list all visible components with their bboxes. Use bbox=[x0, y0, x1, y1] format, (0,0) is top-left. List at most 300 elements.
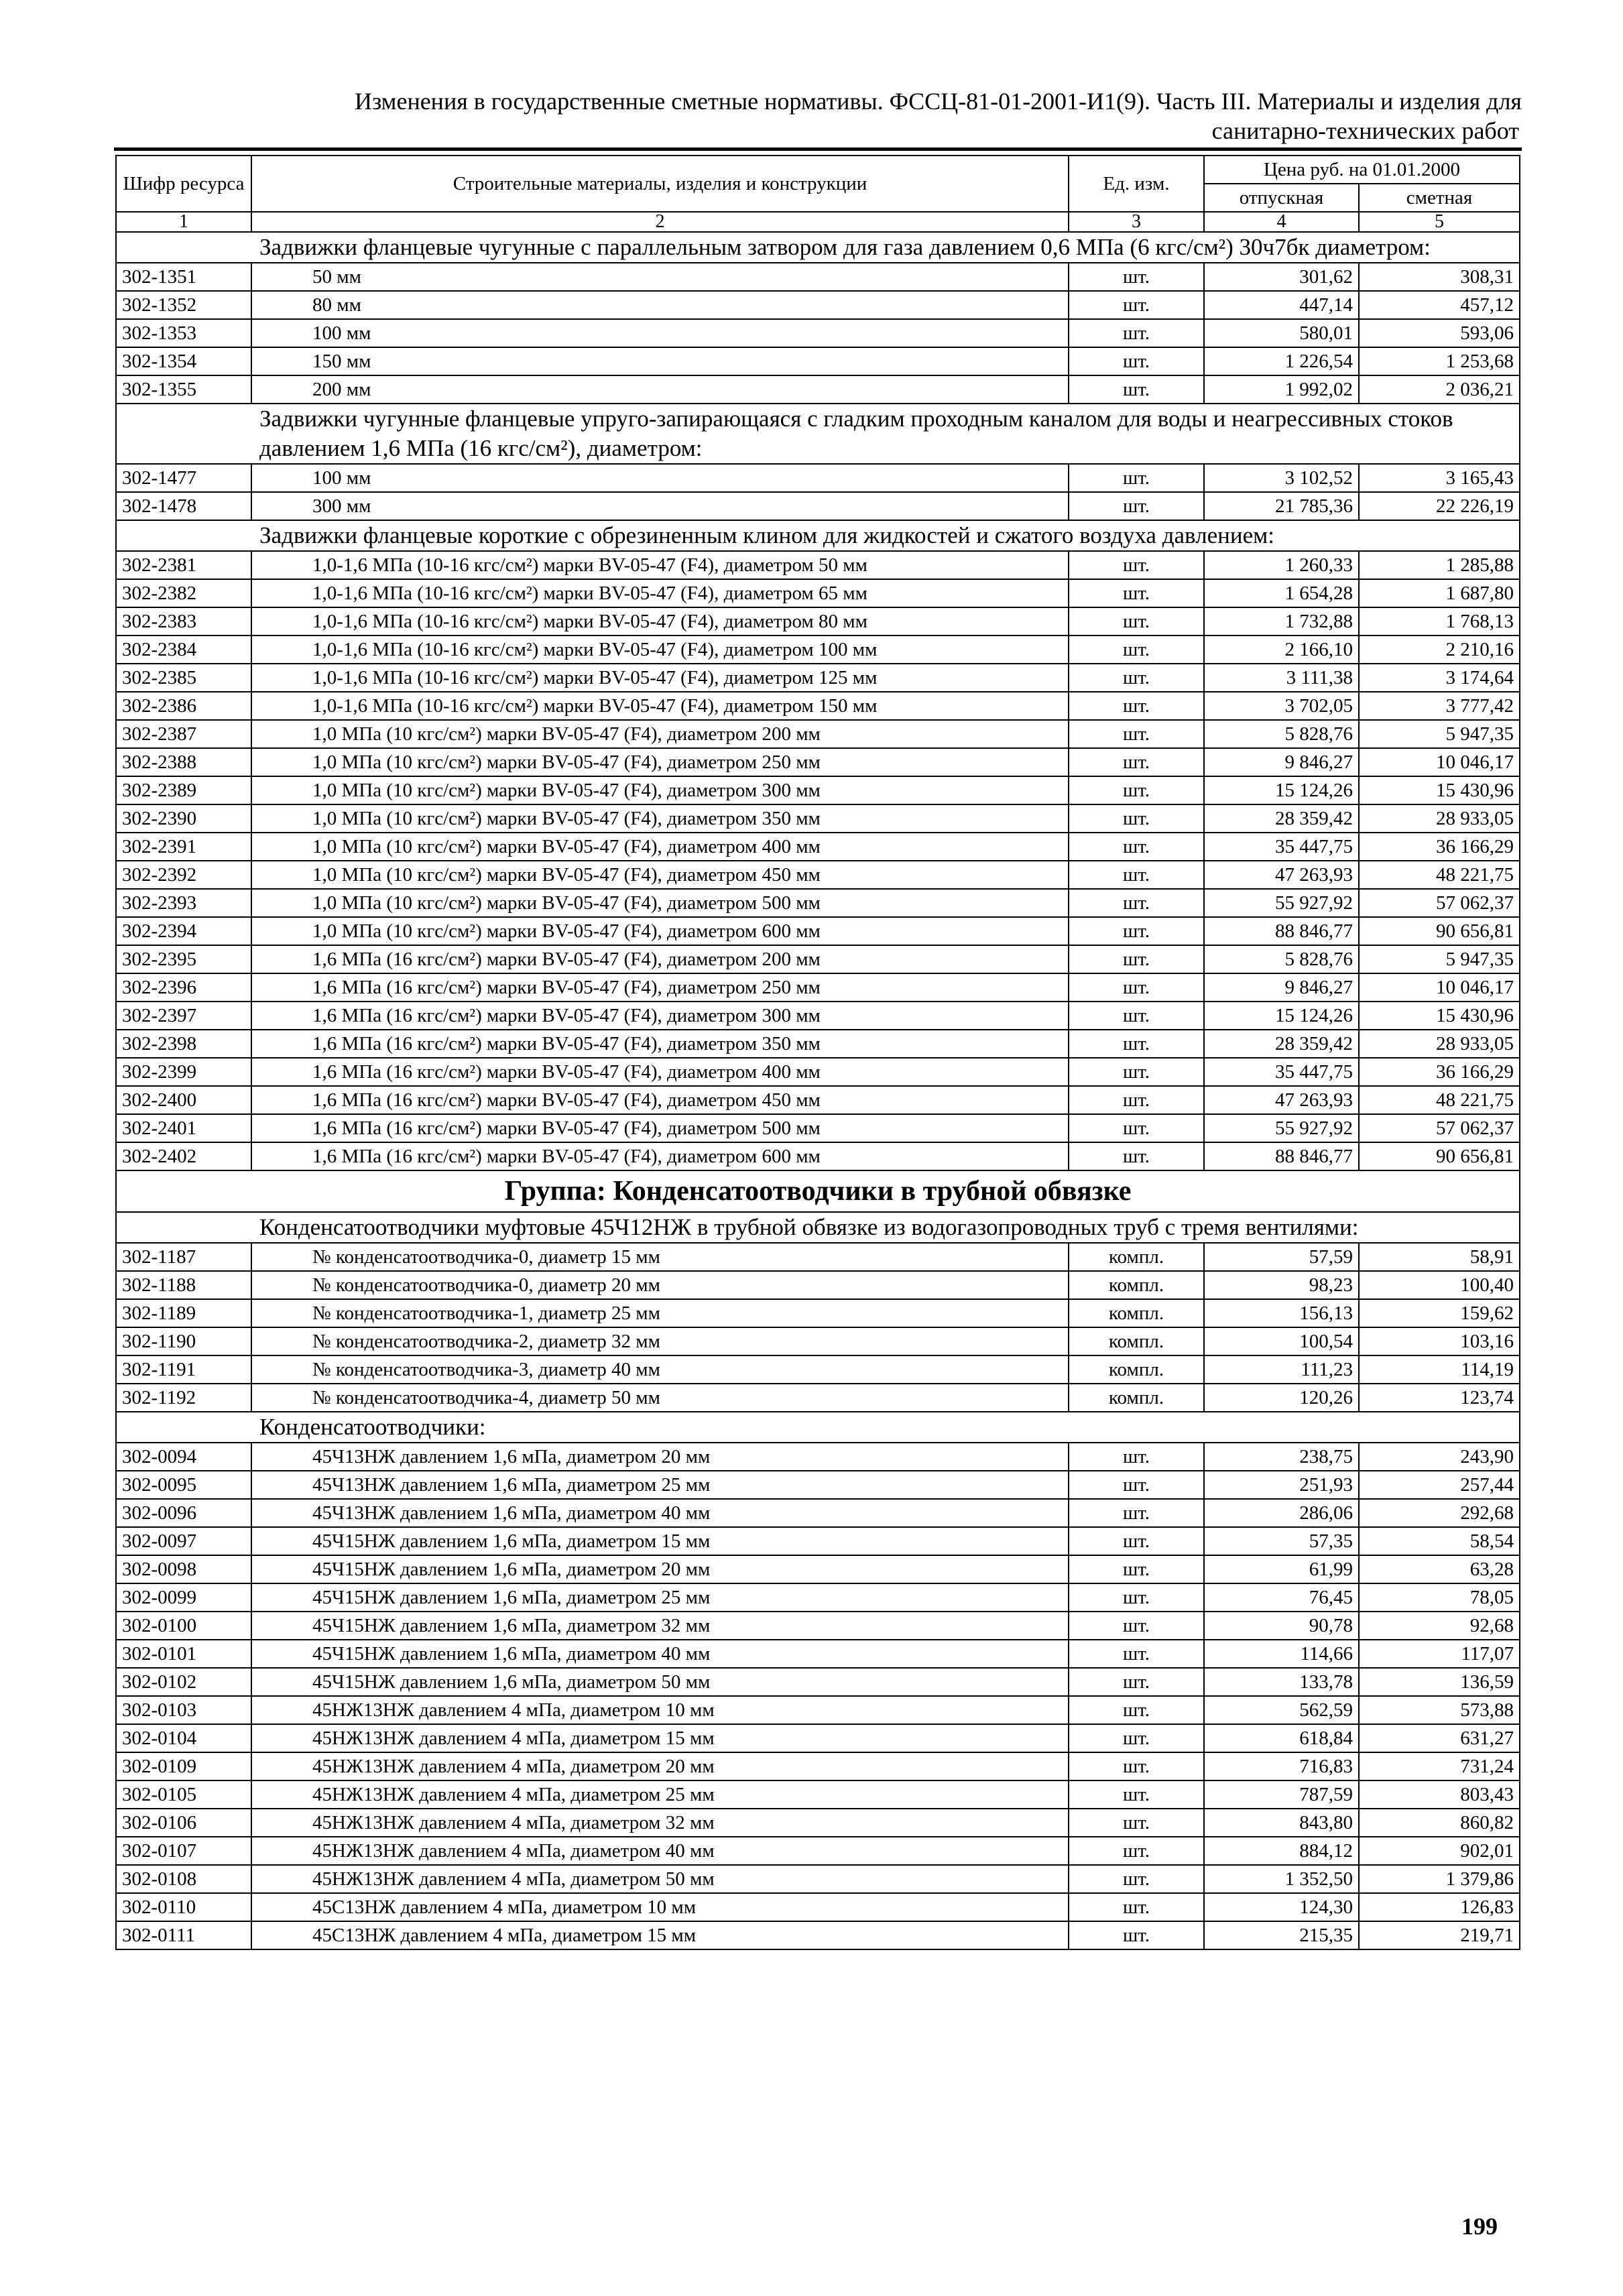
price-release: 124,30 bbox=[1204, 1893, 1359, 1921]
unit: компл. bbox=[1069, 1243, 1204, 1271]
price-release: 88 846,77 bbox=[1204, 917, 1359, 945]
material-name: 1,0-1,6 МПа (10-16 кгс/см²) марки BV-05-47 (F4), диаметром 80 мм bbox=[251, 607, 1069, 636]
table-row bbox=[116, 692, 1520, 720]
table-row bbox=[116, 319, 1520, 347]
unit: шт. bbox=[1069, 776, 1204, 804]
table-row bbox=[116, 833, 1520, 861]
table-row bbox=[116, 1780, 1520, 1809]
resource-code: 302-1187 bbox=[116, 1243, 251, 1271]
material-name: 45С13НЖ давлением 4 мПа, диаметром 15 мм bbox=[251, 1921, 1069, 1949]
price-estimate: 243,90 bbox=[1359, 1443, 1520, 1471]
unit: шт. bbox=[1069, 1724, 1204, 1752]
resource-code: 302-2390 bbox=[116, 804, 251, 833]
resource-code: 302-1355 bbox=[116, 375, 251, 404]
price-release: 61,99 bbox=[1204, 1555, 1359, 1583]
table-row bbox=[116, 1271, 1520, 1299]
price-estimate: 114,19 bbox=[1359, 1355, 1520, 1384]
price-estimate: 308,31 bbox=[1359, 263, 1520, 291]
unit: шт. bbox=[1069, 1443, 1204, 1471]
col-header-name: Строительные материалы, изделия и конструкции bbox=[251, 156, 1069, 212]
unit: шт. bbox=[1069, 1142, 1204, 1170]
unit: шт. bbox=[1069, 973, 1204, 1002]
empty-cell bbox=[116, 1212, 251, 1243]
section-heading: Конденсатоотводчики: bbox=[251, 1412, 1520, 1443]
table-row bbox=[116, 1893, 1520, 1921]
unit: шт. bbox=[1069, 1527, 1204, 1555]
col-header-price-release: отпускная bbox=[1204, 184, 1359, 212]
table-row bbox=[116, 889, 1520, 917]
table-row bbox=[116, 945, 1520, 973]
price-estimate: 1 687,80 bbox=[1359, 579, 1520, 607]
unit: компл. bbox=[1069, 1327, 1204, 1355]
material-name: 45Ч15НЖ давлением 1,6 мПа, диаметром 50 мм bbox=[251, 1668, 1069, 1696]
price-estimate: 78,05 bbox=[1359, 1583, 1520, 1612]
price-release: 120,26 bbox=[1204, 1384, 1359, 1412]
material-name: 1,6 МПа (16 кгс/см²) марки BV-05-47 (F4), диаметром 450 мм bbox=[251, 1086, 1069, 1114]
price-release: 100,54 bbox=[1204, 1327, 1359, 1355]
price-release: 3 702,05 bbox=[1204, 692, 1359, 720]
table-row bbox=[116, 1612, 1520, 1640]
resource-code: 302-2396 bbox=[116, 973, 251, 1002]
unit: шт. bbox=[1069, 1114, 1204, 1142]
price-release: 301,62 bbox=[1204, 263, 1359, 291]
price-release: 286,06 bbox=[1204, 1499, 1359, 1527]
price-estimate: 2 036,21 bbox=[1359, 375, 1520, 404]
section-heading-row bbox=[116, 404, 1520, 464]
price-release: 1 226,54 bbox=[1204, 347, 1359, 375]
price-estimate: 48 221,75 bbox=[1359, 861, 1520, 889]
material-name: 45НЖ13НЖ давлением 4 мПа, диаметром 40 мм bbox=[251, 1837, 1069, 1865]
material-name: 1,0-1,6 МПа (10-16 кгс/см²) марки BV-05-47 (F4), диаметром 50 мм bbox=[251, 551, 1069, 579]
resource-code: 302-2401 bbox=[116, 1114, 251, 1142]
resource-code: 302-2392 bbox=[116, 861, 251, 889]
price-release: 562,59 bbox=[1204, 1696, 1359, 1724]
price-estimate: 57 062,37 bbox=[1359, 889, 1520, 917]
table-row bbox=[116, 1355, 1520, 1384]
material-name: 1,6 МПа (16 кгс/см²) марки BV-05-47 (F4), диаметром 200 мм bbox=[251, 945, 1069, 973]
resource-code: 302-2387 bbox=[116, 720, 251, 748]
resource-code: 302-0097 bbox=[116, 1527, 251, 1555]
unit: шт. bbox=[1069, 1002, 1204, 1030]
price-release: 111,23 bbox=[1204, 1355, 1359, 1384]
unit: компл. bbox=[1069, 1299, 1204, 1327]
price-estimate: 58,54 bbox=[1359, 1527, 1520, 1555]
price-estimate: 902,01 bbox=[1359, 1837, 1520, 1865]
price-release: 9 846,27 bbox=[1204, 973, 1359, 1002]
material-name: 1,0-1,6 МПа (10-16 кгс/см²) марки BV-05-47 (F4), диаметром 150 мм bbox=[251, 692, 1069, 720]
price-release: 57,35 bbox=[1204, 1527, 1359, 1555]
unit: шт. bbox=[1069, 664, 1204, 692]
material-name: 1,0 МПа (10 кгс/см²) марки BV-05-47 (F4), диаметром 400 мм bbox=[251, 833, 1069, 861]
material-name: № конденсатоотводчика-1, диаметр 25 мм bbox=[251, 1299, 1069, 1327]
material-name: 45Ч15НЖ давлением 1,6 мПа, диаметром 25 мм bbox=[251, 1583, 1069, 1612]
table-row bbox=[116, 1327, 1520, 1355]
material-name: 1,0 МПа (10 кгс/см²) марки BV-05-47 (F4), диаметром 500 мм bbox=[251, 889, 1069, 917]
col-header-price: Цена руб. на 01.01.2000 bbox=[1204, 156, 1520, 184]
unit: шт. bbox=[1069, 1499, 1204, 1527]
material-name: 45Ч13НЖ давлением 1,6 мПа, диаметром 25 мм bbox=[251, 1471, 1069, 1499]
resource-code: 302-2399 bbox=[116, 1058, 251, 1086]
section-heading-row bbox=[116, 232, 1520, 263]
price-release: 1 732,88 bbox=[1204, 607, 1359, 636]
material-name: 1,6 МПа (16 кгс/см²) марки BV-05-47 (F4), диаметром 300 мм bbox=[251, 1002, 1069, 1030]
col-header-code: Шифр ресурса bbox=[116, 156, 251, 212]
price-estimate: 219,71 bbox=[1359, 1921, 1520, 1949]
price-release: 76,45 bbox=[1204, 1583, 1359, 1612]
price-release: 47 263,93 bbox=[1204, 861, 1359, 889]
resource-code: 302-0096 bbox=[116, 1499, 251, 1527]
table-row bbox=[116, 1243, 1520, 1271]
resource-code: 302-0103 bbox=[116, 1696, 251, 1724]
price-estimate: 257,44 bbox=[1359, 1471, 1520, 1499]
col-number: 3 bbox=[1069, 212, 1204, 232]
price-estimate: 15 430,96 bbox=[1359, 776, 1520, 804]
resource-code: 302-0094 bbox=[116, 1443, 251, 1471]
price-estimate: 1 253,68 bbox=[1359, 347, 1520, 375]
price-release: 156,13 bbox=[1204, 1299, 1359, 1327]
unit: шт. bbox=[1069, 748, 1204, 776]
resource-code: 302-0104 bbox=[116, 1724, 251, 1752]
unit: шт. bbox=[1069, 945, 1204, 973]
price-release: 28 359,42 bbox=[1204, 1030, 1359, 1058]
resource-code: 302-2382 bbox=[116, 579, 251, 607]
material-name: 45НЖ13НЖ давлением 4 мПа, диаметром 32 мм bbox=[251, 1809, 1069, 1837]
resource-code: 302-2400 bbox=[116, 1086, 251, 1114]
unit: шт. bbox=[1069, 1865, 1204, 1893]
table-row bbox=[116, 1086, 1520, 1114]
price-estimate: 63,28 bbox=[1359, 1555, 1520, 1583]
unit: шт. bbox=[1069, 375, 1204, 404]
resource-code: 302-1190 bbox=[116, 1327, 251, 1355]
price-estimate: 126,83 bbox=[1359, 1893, 1520, 1921]
running-header-line-1: Изменения в государственные сметные нормативы. ФССЦ-81-01-2001-И1(9). Часть III. Материалы и изделия для bbox=[354, 88, 1522, 115]
price-estimate: 2 210,16 bbox=[1359, 636, 1520, 664]
table-row bbox=[116, 1696, 1520, 1724]
resource-code: 302-2395 bbox=[116, 945, 251, 973]
table-row bbox=[116, 492, 1520, 520]
price-estimate: 573,88 bbox=[1359, 1696, 1520, 1724]
price-estimate: 860,82 bbox=[1359, 1809, 1520, 1837]
unit: шт. bbox=[1069, 1030, 1204, 1058]
material-name: 50 мм bbox=[251, 263, 1069, 291]
material-name: 1,0 МПа (10 кгс/см²) марки BV-05-47 (F4), диаметром 350 мм bbox=[251, 804, 1069, 833]
table-row bbox=[116, 1724, 1520, 1752]
resource-code: 302-2398 bbox=[116, 1030, 251, 1058]
price-release: 1 992,02 bbox=[1204, 375, 1359, 404]
col-header-unit: Ед. изм. bbox=[1069, 156, 1204, 212]
table-row bbox=[116, 861, 1520, 889]
running-header-line-2: санитарно-технических работ bbox=[1211, 117, 1519, 144]
unit: шт. bbox=[1069, 917, 1204, 945]
price-estimate: 3 165,43 bbox=[1359, 464, 1520, 492]
price-release: 5 828,76 bbox=[1204, 720, 1359, 748]
group-heading: Группа: Конденсатоотводчики в трубной обвязке bbox=[116, 1170, 1520, 1212]
empty-cell bbox=[116, 232, 251, 263]
unit: шт. bbox=[1069, 861, 1204, 889]
table-row bbox=[116, 1865, 1520, 1893]
unit: шт. bbox=[1069, 1921, 1204, 1949]
unit: шт. bbox=[1069, 1837, 1204, 1865]
material-name: № конденсатоотводчика-4, диаметр 50 мм bbox=[251, 1384, 1069, 1412]
unit: компл. bbox=[1069, 1271, 1204, 1299]
resource-code: 302-1477 bbox=[116, 464, 251, 492]
material-name: 1,6 МПа (16 кгс/см²) марки BV-05-47 (F4), диаметром 350 мм bbox=[251, 1030, 1069, 1058]
resource-code: 302-0107 bbox=[116, 1837, 251, 1865]
material-name: № конденсатоотводчика-3, диаметр 40 мм bbox=[251, 1355, 1069, 1384]
material-name: 1,0-1,6 МПа (10-16 кгс/см²) марки BV-05-47 (F4), диаметром 100 мм bbox=[251, 636, 1069, 664]
price-estimate: 58,91 bbox=[1359, 1243, 1520, 1271]
resource-code: 302-0108 bbox=[116, 1865, 251, 1893]
price-estimate: 631,27 bbox=[1359, 1724, 1520, 1752]
unit: шт. bbox=[1069, 492, 1204, 520]
price-estimate: 5 947,35 bbox=[1359, 720, 1520, 748]
table-row bbox=[116, 1384, 1520, 1412]
resource-code: 302-1189 bbox=[116, 1299, 251, 1327]
price-release: 133,78 bbox=[1204, 1668, 1359, 1696]
resource-code: 302-1192 bbox=[116, 1384, 251, 1412]
price-estimate: 3 174,64 bbox=[1359, 664, 1520, 692]
price-estimate: 123,74 bbox=[1359, 1384, 1520, 1412]
price-estimate: 28 933,05 bbox=[1359, 1030, 1520, 1058]
material-name: № конденсатоотводчика-0, диаметр 20 мм bbox=[251, 1271, 1069, 1299]
unit: шт. bbox=[1069, 1809, 1204, 1837]
price-release: 35 447,75 bbox=[1204, 1058, 1359, 1086]
price-release: 618,84 bbox=[1204, 1724, 1359, 1752]
price-estimate: 90 656,81 bbox=[1359, 1142, 1520, 1170]
header-rule bbox=[114, 147, 1522, 151]
col-number: 5 bbox=[1359, 212, 1520, 232]
material-name: 1,0 МПа (10 кгс/см²) марки BV-05-47 (F4), диаметром 450 мм bbox=[251, 861, 1069, 889]
material-name: 1,0 МПа (10 кгс/см²) марки BV-05-47 (F4), диаметром 600 мм bbox=[251, 917, 1069, 945]
section-heading-row bbox=[116, 520, 1520, 551]
resource-code: 302-2389 bbox=[116, 776, 251, 804]
resource-code: 302-0101 bbox=[116, 1640, 251, 1668]
resource-code: 302-2381 bbox=[116, 551, 251, 579]
resource-code: 302-1352 bbox=[116, 291, 251, 319]
resource-code: 302-2393 bbox=[116, 889, 251, 917]
material-name: 1,6 МПа (16 кгс/см²) марки BV-05-47 (F4), диаметром 600 мм bbox=[251, 1142, 1069, 1170]
price-estimate: 100,40 bbox=[1359, 1271, 1520, 1299]
price-estimate: 28 933,05 bbox=[1359, 804, 1520, 833]
price-estimate: 292,68 bbox=[1359, 1499, 1520, 1527]
material-name: 45НЖ13НЖ давлением 4 мПа, диаметром 15 мм bbox=[251, 1724, 1069, 1752]
table-row bbox=[116, 1921, 1520, 1949]
unit: шт. bbox=[1069, 263, 1204, 291]
material-name: 45Ч15НЖ давлением 1,6 мПа, диаметром 20 мм bbox=[251, 1555, 1069, 1583]
material-name: 100 мм bbox=[251, 319, 1069, 347]
material-name: 45НЖ13НЖ давлением 4 мПа, диаметром 25 мм bbox=[251, 1780, 1069, 1809]
price-release: 716,83 bbox=[1204, 1752, 1359, 1780]
price-release: 88 846,77 bbox=[1204, 1142, 1359, 1170]
table-row bbox=[116, 1058, 1520, 1086]
unit: шт. bbox=[1069, 579, 1204, 607]
material-name: 45Ч15НЖ давлением 1,6 мПа, диаметром 40 мм bbox=[251, 1640, 1069, 1668]
unit: шт. bbox=[1069, 464, 1204, 492]
unit: шт. bbox=[1069, 692, 1204, 720]
price-release: 3 102,52 bbox=[1204, 464, 1359, 492]
unit: шт. bbox=[1069, 833, 1204, 861]
table-row bbox=[116, 1809, 1520, 1837]
resource-code: 302-2385 bbox=[116, 664, 251, 692]
price-release: 1 260,33 bbox=[1204, 551, 1359, 579]
table-row bbox=[116, 263, 1520, 291]
table-row bbox=[116, 1299, 1520, 1327]
material-name: 1,0 МПа (10 кгс/см²) марки BV-05-47 (F4), диаметром 200 мм bbox=[251, 720, 1069, 748]
section-heading: Конденсатоотводчики муфтовые 45Ч12НЖ в трубной обвязке из водогазопроводных труб с тремя вентилями: bbox=[251, 1212, 1520, 1243]
material-name: 45НЖ13НЖ давлением 4 мПа, диаметром 10 мм bbox=[251, 1696, 1069, 1724]
price-release: 98,23 bbox=[1204, 1271, 1359, 1299]
price-estimate: 803,43 bbox=[1359, 1780, 1520, 1809]
table-row bbox=[116, 1030, 1520, 1058]
price-estimate: 136,59 bbox=[1359, 1668, 1520, 1696]
price-estimate: 1 768,13 bbox=[1359, 607, 1520, 636]
resource-code: 302-2402 bbox=[116, 1142, 251, 1170]
material-name: 150 мм bbox=[251, 347, 1069, 375]
section-heading: Задвижки чугунные фланцевые упруго-запирающаяся с гладким проходным каналом для воды и неагрессивных стоков давлением 1,6 МПа (16 кгс/см²), диаметром: bbox=[251, 404, 1520, 464]
unit: шт. bbox=[1069, 1471, 1204, 1499]
price-estimate: 3 777,42 bbox=[1359, 692, 1520, 720]
price-estimate: 92,68 bbox=[1359, 1612, 1520, 1640]
unit: шт. bbox=[1069, 1555, 1204, 1583]
table-row bbox=[116, 1837, 1520, 1865]
price-release: 251,93 bbox=[1204, 1471, 1359, 1499]
table-row bbox=[116, 1471, 1520, 1499]
unit: компл. bbox=[1069, 1384, 1204, 1412]
table-row bbox=[116, 804, 1520, 833]
table-row bbox=[116, 1583, 1520, 1612]
unit: шт. bbox=[1069, 889, 1204, 917]
price-estimate: 36 166,29 bbox=[1359, 833, 1520, 861]
unit: шт. bbox=[1069, 319, 1204, 347]
table-row bbox=[116, 1142, 1520, 1170]
table-row bbox=[116, 1499, 1520, 1527]
price-estimate: 15 430,96 bbox=[1359, 1002, 1520, 1030]
unit: шт. bbox=[1069, 1752, 1204, 1780]
resource-code: 302-0100 bbox=[116, 1612, 251, 1640]
price-estimate: 10 046,17 bbox=[1359, 748, 1520, 776]
price-estimate: 457,12 bbox=[1359, 291, 1520, 319]
unit: шт. bbox=[1069, 1696, 1204, 1724]
unit: шт. bbox=[1069, 636, 1204, 664]
unit: шт. bbox=[1069, 291, 1204, 319]
table-row bbox=[116, 1114, 1520, 1142]
resource-code: 302-0106 bbox=[116, 1809, 251, 1837]
table-body bbox=[116, 232, 1520, 1949]
material-name: 45Ч13НЖ давлением 1,6 мПа, диаметром 20 мм bbox=[251, 1443, 1069, 1471]
empty-cell bbox=[116, 1412, 251, 1443]
price-estimate: 103,16 bbox=[1359, 1327, 1520, 1355]
price-release: 47 263,93 bbox=[1204, 1086, 1359, 1114]
table-row bbox=[116, 464, 1520, 492]
unit: шт. bbox=[1069, 551, 1204, 579]
table-row bbox=[116, 1752, 1520, 1780]
table-row bbox=[116, 375, 1520, 404]
price-release: 90,78 bbox=[1204, 1612, 1359, 1640]
unit: шт. bbox=[1069, 1086, 1204, 1114]
section-heading: Задвижки фланцевые чугунные с параллельным затвором для газа давлением 0,6 МПа (6 кгс/см²) 30ч7бк диаметром: bbox=[251, 232, 1520, 263]
material-name: 1,0-1,6 МПа (10-16 кгс/см²) марки BV-05-47 (F4), диаметром 65 мм bbox=[251, 579, 1069, 607]
resource-code: 302-1191 bbox=[116, 1355, 251, 1384]
material-name: 1,0 МПа (10 кгс/см²) марки BV-05-47 (F4), диаметром 300 мм bbox=[251, 776, 1069, 804]
table-row bbox=[116, 636, 1520, 664]
table-row bbox=[116, 1443, 1520, 1471]
resource-code: 302-0109 bbox=[116, 1752, 251, 1780]
table-row bbox=[116, 1640, 1520, 1668]
col-header-price-estimate: сметная bbox=[1359, 184, 1520, 212]
unit: шт. bbox=[1069, 804, 1204, 833]
resource-code: 302-0111 bbox=[116, 1921, 251, 1949]
table-row bbox=[116, 347, 1520, 375]
price-release: 57,59 bbox=[1204, 1243, 1359, 1271]
material-name: 45НЖ13НЖ давлением 4 мПа, диаметром 20 мм bbox=[251, 1752, 1069, 1780]
price-release: 28 359,42 bbox=[1204, 804, 1359, 833]
table-row bbox=[116, 579, 1520, 607]
price-estimate: 57 062,37 bbox=[1359, 1114, 1520, 1142]
price-release: 15 124,26 bbox=[1204, 776, 1359, 804]
price-release: 15 124,26 bbox=[1204, 1002, 1359, 1030]
price-release: 55 927,92 bbox=[1204, 889, 1359, 917]
price-estimate: 117,07 bbox=[1359, 1640, 1520, 1668]
price-release: 447,14 bbox=[1204, 291, 1359, 319]
table-row bbox=[116, 607, 1520, 636]
table-row bbox=[116, 551, 1520, 579]
empty-cell bbox=[116, 520, 251, 551]
col-number: 1 bbox=[116, 212, 251, 232]
unit: шт. bbox=[1069, 347, 1204, 375]
price-release: 114,66 bbox=[1204, 1640, 1359, 1668]
material-name: 1,0 МПа (10 кгс/см²) марки BV-05-47 (F4), диаметром 250 мм bbox=[251, 748, 1069, 776]
col-number: 4 bbox=[1204, 212, 1359, 232]
table-row bbox=[116, 748, 1520, 776]
price-release: 2 166,10 bbox=[1204, 636, 1359, 664]
price-release: 580,01 bbox=[1204, 319, 1359, 347]
resource-code: 302-2391 bbox=[116, 833, 251, 861]
resource-code: 302-2383 bbox=[116, 607, 251, 636]
section-heading-row bbox=[116, 1212, 1520, 1243]
material-name: 45Ч15НЖ давлением 1,6 мПа, диаметром 15 мм bbox=[251, 1527, 1069, 1555]
unit: шт. bbox=[1069, 607, 1204, 636]
price-estimate: 10 046,17 bbox=[1359, 973, 1520, 1002]
resource-code: 302-0098 bbox=[116, 1555, 251, 1583]
resource-code: 302-1354 bbox=[116, 347, 251, 375]
unit: шт. bbox=[1069, 1780, 1204, 1809]
unit: шт. bbox=[1069, 1583, 1204, 1612]
material-name: № конденсатоотводчика-2, диаметр 32 мм bbox=[251, 1327, 1069, 1355]
resource-code: 302-2388 bbox=[116, 748, 251, 776]
price-release: 9 846,27 bbox=[1204, 748, 1359, 776]
price-release: 21 785,36 bbox=[1204, 492, 1359, 520]
empty-cell bbox=[116, 404, 251, 464]
resource-code: 302-2397 bbox=[116, 1002, 251, 1030]
resource-code: 302-1353 bbox=[116, 319, 251, 347]
unit: шт. bbox=[1069, 720, 1204, 748]
price-release: 35 447,75 bbox=[1204, 833, 1359, 861]
price-release: 5 828,76 bbox=[1204, 945, 1359, 973]
price-release: 884,12 bbox=[1204, 1837, 1359, 1865]
resource-code: 302-2386 bbox=[116, 692, 251, 720]
price-release: 3 111,38 bbox=[1204, 664, 1359, 692]
table-row bbox=[116, 776, 1520, 804]
unit: шт. bbox=[1069, 1893, 1204, 1921]
section-heading: Задвижки фланцевые короткие с обрезиненным клином для жидкостей и сжатого воздуха давлением: bbox=[251, 520, 1520, 551]
material-name: 1,0-1,6 МПа (10-16 кгс/см²) марки BV-05-47 (F4), диаметром 125 мм bbox=[251, 664, 1069, 692]
price-estimate: 593,06 bbox=[1359, 319, 1520, 347]
price-release: 215,35 bbox=[1204, 1921, 1359, 1949]
price-release: 55 927,92 bbox=[1204, 1114, 1359, 1142]
material-name: 45Ч15НЖ давлением 1,6 мПа, диаметром 32 мм bbox=[251, 1612, 1069, 1640]
resource-code: 302-0102 bbox=[116, 1668, 251, 1696]
price-estimate: 36 166,29 bbox=[1359, 1058, 1520, 1086]
